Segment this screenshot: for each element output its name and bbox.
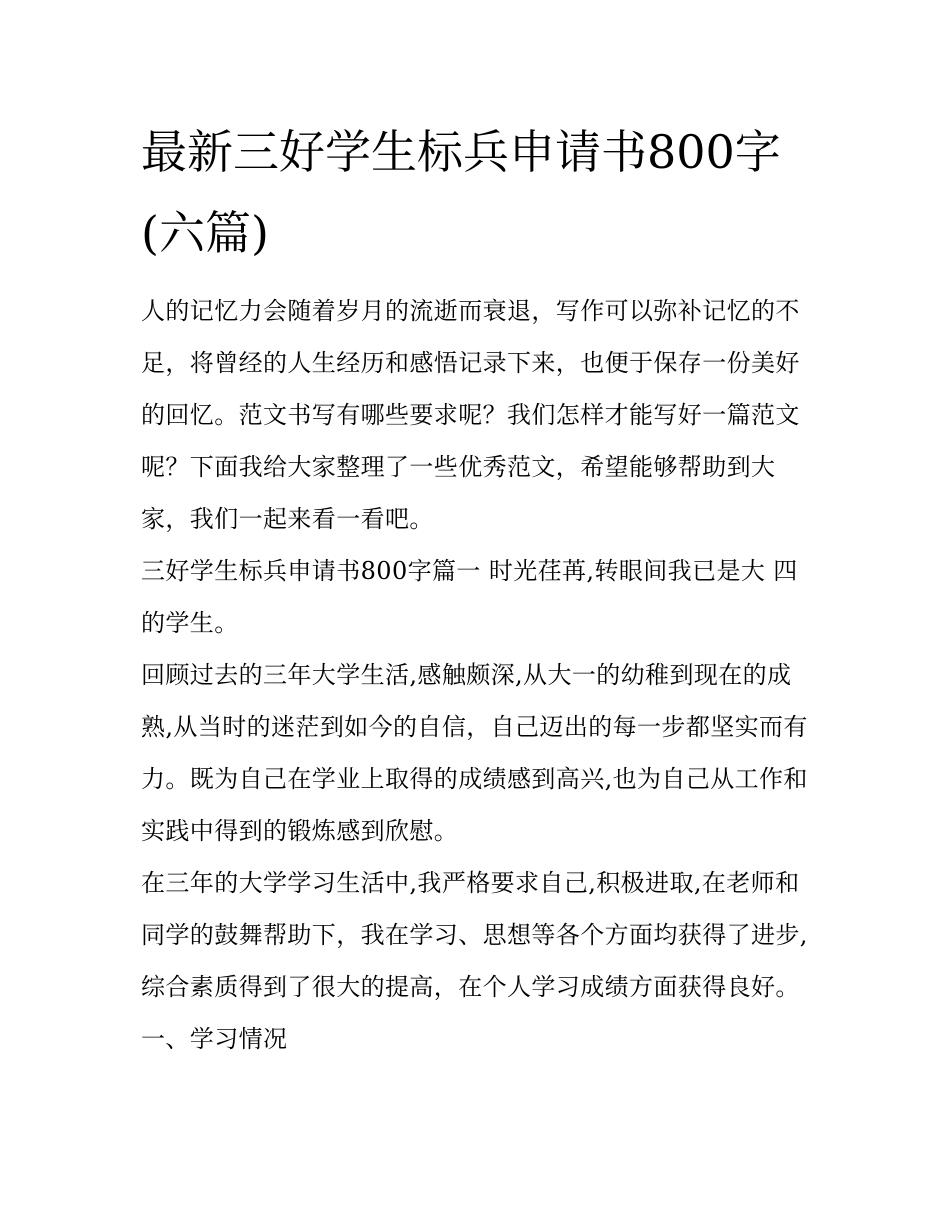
essay-one-paragraph-progress: 在三年的大学学习生活中,我严格要求自己,积极进取,在老师和同学的鼓舞帮助下，我在学习、思想等各个方面均获得了进步,综合素质得到了很大的提高，在个人学习成绩方面获得良好。	[141, 869, 808, 1001]
section-heading-study: 一、学习情况	[141, 1025, 288, 1053]
essay-one-paragraph-reflection: 回顾过去的三年大学生活,感触颇深,从大一的幼稚到现在的成熟,从当时的迷茫到如今的自信，自己迈出的每一步都坚实而有力。既为自己在学业上取得的成绩感到高兴,也为自己从工作和实践中得到的锻炼感到欣慰。	[141, 661, 808, 845]
essay-one-opening: 三好学生标兵申请书800字篇一 时光荏苒,转眼间我已是大 四的学生。	[141, 557, 798, 637]
document-body	[141, 112, 813, 1065]
document-title: 最新三好学生标兵申请书800字(六篇)	[141, 125, 781, 260]
intro-paragraph: 人的记忆力会随着岁月的流逝而衰退，写作可以弥补记忆的不足，将曾经的人生经历和感悟记录下来，也便于保存一份美好的回忆。范文书写有哪些要求呢？我们怎样才能写好一篇范文呢？下面我给大家整理了一些优秀范文，希望能够帮助到大家，我们一起来看一看吧。	[141, 297, 800, 533]
